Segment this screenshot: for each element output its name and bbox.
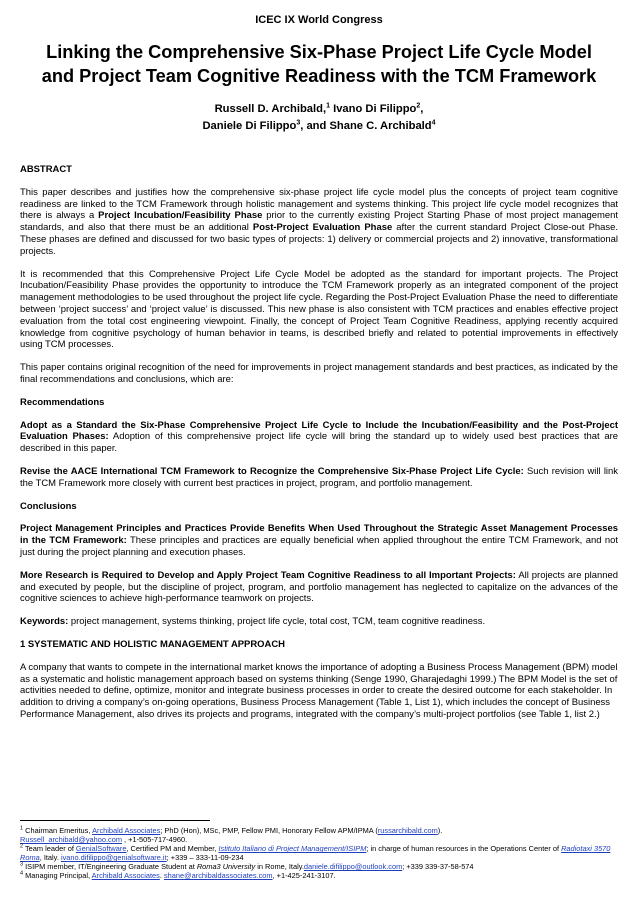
- text-run: prior to the currently existing Project Starting Phase of most project management standards, and also that there must be an additional: [20, 210, 618, 234]
- link-email-daniele[interactable]: daniele.difilippo@outlook.com: [303, 862, 403, 872]
- bold-run: Project Incubation/Feasibility Phase: [98, 210, 263, 222]
- recommendations-heading: Recommendations: [20, 396, 105, 408]
- paper-title: [0, 40, 638, 88]
- abstract-heading: ABSTRACT: [20, 164, 72, 175]
- footnote-number: 3: [20, 861, 24, 868]
- link-archibald-associates[interactable]: Archibald Associates: [92, 826, 161, 835]
- text-run: ; in charge of human resources in the Operations Center of: [366, 844, 562, 854]
- recommendation-2: [20, 466, 618, 490]
- link-isipm[interactable]: Istituto Italiano di Project Management/ISIPM: [218, 844, 367, 854]
- footnote-number: 4: [20, 871, 24, 877]
- author-line-2: [0, 118, 638, 135]
- text-run: , +1-425-241-3107.: [272, 871, 336, 881]
- title-line-1: Linking the Comprehensive Six-Phase Project Life Cycle Model: [46, 42, 592, 62]
- text-run: , Italy.: [39, 853, 61, 863]
- abstract-paragraph-3: This paper contains original recognition of the need for improvements in project management standards and best practices, as indicated by the final recommendations and conclusions, which are:: [20, 362, 618, 385]
- bold-run: Post-Project Evaluation Phase: [252, 222, 393, 234]
- conclusion-2: [20, 570, 618, 605]
- text-run: in Rome, Italy.: [255, 862, 304, 872]
- recommendation-1: [20, 420, 618, 455]
- text-run: Team leader of: [23, 844, 76, 854]
- link-email-ivano[interactable]: ivano.difilippo@genialsoftware.it: [60, 853, 167, 863]
- author-separator: ,: [420, 103, 424, 115]
- author-4-footnote-ref: 4: [431, 119, 436, 127]
- bold-run: Project Management Principles and Practices Provide Benefits When Used Throughout the Strategic Asset Management Processes in the TCM Framework:: [20, 523, 618, 547]
- text-run: .: [159, 871, 164, 881]
- text-run: All projects are planned and executed by people, but the discipline of project, program, and portfolio management has neglected to capitalize on the advances of the cognitive sciences to achieve high-performance teamwork on projects.: [20, 569, 618, 605]
- author-4: , and Shane C. Archibald: [300, 120, 432, 132]
- text-run: Managing Principal,: [23, 871, 92, 881]
- text-run: ; +339 – 333-11-09-234: [166, 853, 244, 863]
- text-run: This paper describes and justifies how the comprehensive six-phase project life cycle model plus the concepts of project team cognitive readiness are linked to the TCM Framework through holistic management and systems thinking. This project life cycle model recognizes that there is always a: [20, 186, 618, 222]
- abstract-paragraph-1: [20, 187, 618, 258]
- author-1: Russell D. Archibald,: [214, 103, 327, 115]
- footnote-1: [20, 826, 618, 844]
- keywords-text: project management, systems thinking, project life cycle, total cost, TCM, team cognitive readiness.: [68, 616, 486, 628]
- section-1-paragraph-1: A company that wants to compete in the international market knows the importance of adopting a Business Process Management (BPM) model as a systematic and holistic management approach based on systems thinking (Senge 1990, Gharajedaghi 1999.) The BPM Model is the set of activities needed to define, optimize, monitor and integrate business processes in order to create the desired outcome for each stakeholder. In addition to driving a company’s on-going operations, Business Process Management (Table 1, List 1), which includes the concept of Business Performance Management, also drives its projects and programs, integrated with the company’s multi-project portfolios (see Table 1, list 2.): [20, 661, 618, 720]
- footnotes: [20, 826, 618, 881]
- text-run: ISIPM member, IT/Engineering Graduate Student at: [23, 862, 197, 872]
- author-list: [0, 101, 638, 135]
- link-russarchibald[interactable]: russarchibald.com: [377, 826, 438, 835]
- conclusions-heading: Conclusions: [20, 500, 77, 512]
- italic-run: Roma3 University: [196, 862, 256, 872]
- author-3: Daniele Di Filippo: [202, 120, 297, 132]
- bold-run: Revise the AACE International TCM Framework to Recognize the Comprehensive Six-Phase Project Life Cycle:: [20, 465, 524, 477]
- text-run: ).: [437, 826, 443, 835]
- bold-run: Adopt as a Standard the Six-Phase Comprehensive Project Life Cycle to Include the Incubation/Feasibility and the Post-Project Evaluation Phases:: [20, 419, 618, 443]
- keywords: [20, 616, 618, 628]
- footnote-2: [20, 844, 618, 862]
- link-email-shane[interactable]: shane@archibaldassociates.com: [163, 871, 273, 881]
- conclusion-1: [20, 523, 618, 558]
- text-run: ; +339 339-37-58-574: [402, 862, 474, 872]
- paper-body: [20, 164, 618, 732]
- bold-run: More Research is Required to Develop and Apply Project Team Cognitive Readiness to all Important Projects:: [20, 569, 516, 581]
- text-run: , Certified PM and Member,: [126, 844, 219, 854]
- conference-header: ICEC IX World Congress: [255, 14, 383, 26]
- text-run: Adoption of this comprehensive project life cycle will bring the standard up to widely used best practices that are described in this paper.: [20, 431, 618, 455]
- footnote-rule: [20, 820, 210, 821]
- footnote-number: 2: [20, 843, 24, 850]
- text-run: ; PhD (Hon), MSc, PMP, Fellow PMI, Honorary Fellow APM/IPMA (: [160, 826, 378, 835]
- title-line-2: and Project Team Cognitive Readiness with the TCM Framework: [41, 66, 597, 86]
- text-run: Such revision will link the TCM Framework more closely with current best practices in project, program, and portfolio management.: [20, 465, 618, 489]
- author-3-footnote-ref: 3: [296, 119, 301, 127]
- author-2: Ivano Di Filippo: [329, 103, 417, 115]
- link-radiotaxi[interactable]: Radiotaxi 3570 Roma: [20, 844, 611, 863]
- link-archibald-associates-2[interactable]: Archibald Associates: [91, 871, 160, 881]
- footnote-4: [20, 871, 618, 880]
- abstract-paragraph-2: It is recommended that this Comprehensive Project Life Cycle Model be adopted as the standard for important projects. The Project Incubation/Feasibility Phase provides the opportunity to introduce the TCM Framework properly as an integrated component of the project management methodologies to be used throughout the project life cycle. Regarding the Post-Project Evaluation Phase the need to differentiate between ‘project success’ and ‘project value’ is discussed. This new phase is also consistent with TCM practices and enables effective project evaluation from the total cost engineering viewpoint. Finally, the concept of Project Team Cognitive Readiness, applying recently acquired knowledge from cognitive psychology of human behavior in teams, is described briefly and related to potential improvements in effectively using TCM processes.: [20, 268, 618, 351]
- link-email-russell[interactable]: Russell_archibald@yahoo.com: [20, 835, 122, 845]
- author-2-footnote-ref: 2: [416, 102, 421, 110]
- author-line-1: [0, 101, 638, 118]
- keywords-label: Keywords:: [20, 616, 69, 628]
- text-run: after the current standard Project Close-out Phase. These phases are defined and discussed for two basic types of projects: 1) delivery or commercial projects and 2) innovative, transformational projects.: [20, 222, 618, 257]
- footnote-number: 1: [20, 825, 24, 832]
- section-1-heading: 1 SYSTEMATIC AND HOLISTIC MANAGEMENT APPROACH: [20, 638, 285, 650]
- text-run: Chairman Emeritus,: [23, 826, 93, 835]
- text-run: , +1-505-717-4960.: [122, 835, 188, 845]
- text-run: These principles and practices are equally beneficial when applied throughout the entire TCM Framework, and not just during the project planning and execution phases.: [20, 535, 618, 558]
- link-genialsoftware[interactable]: GenialSoftware: [75, 844, 127, 854]
- author-1-footnote-ref: 1: [326, 102, 330, 110]
